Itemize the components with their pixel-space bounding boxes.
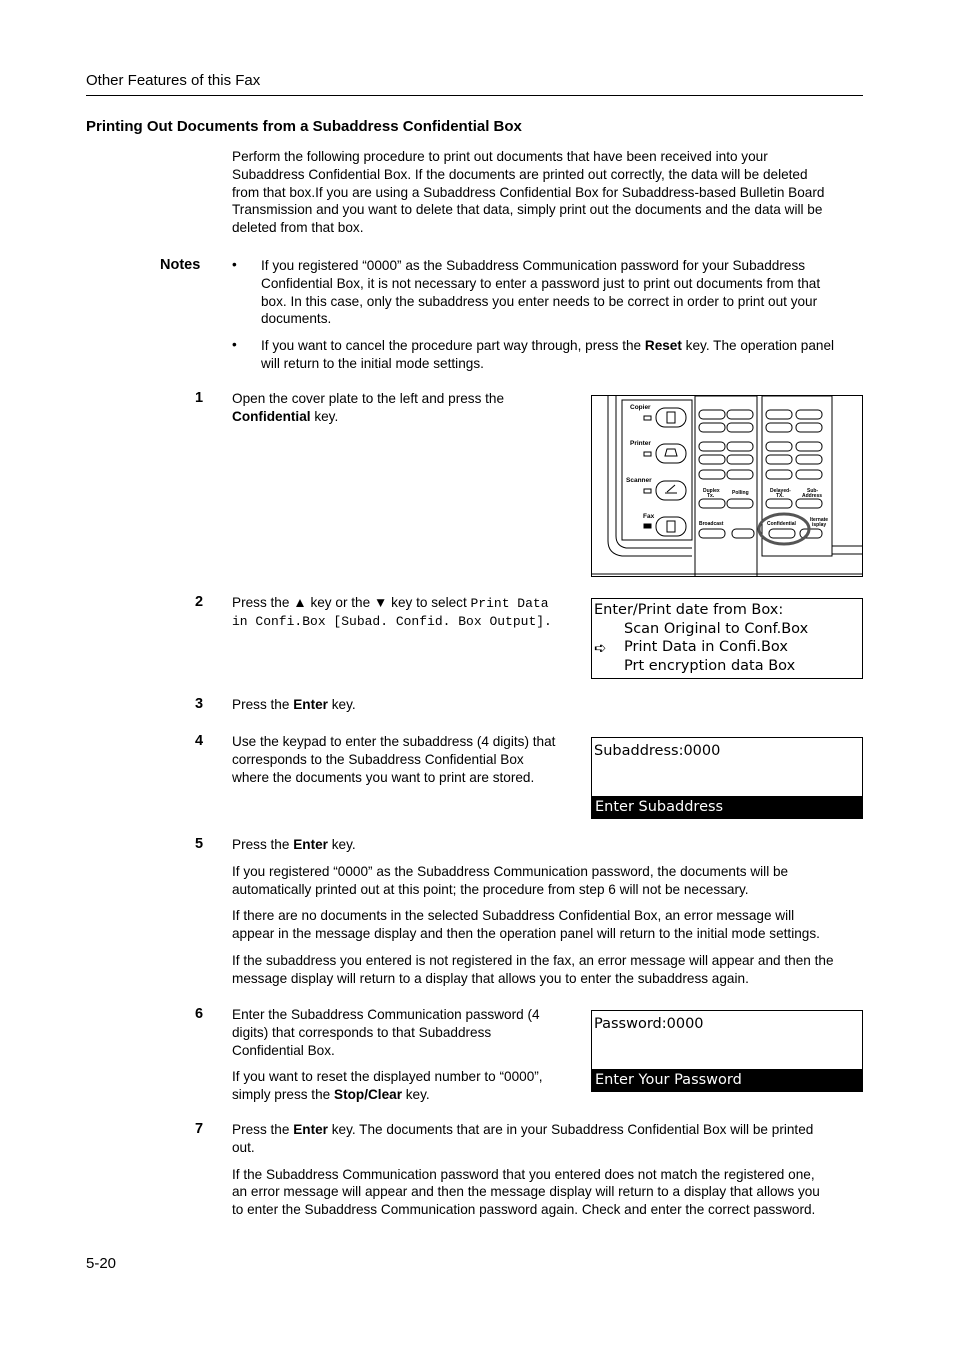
lcd-title: Enter/Print date from Box: (594, 602, 784, 618)
panel-drawing (592, 396, 863, 577)
bullet: • (232, 257, 237, 272)
enter-key-label: Enter (293, 697, 328, 712)
intro-line: deleted from that box. (232, 220, 364, 236)
lcd-option: Prt encryption data Box (624, 658, 796, 674)
step-5-text: Press the Enter key. If you registered “0000” as the Subaddress Communication password, the documents will be automatically printed out at this point; the procedure from step 6 will not be necessary. If there are no documents in the selected Subaddress Confidential Box, an error message will appear in the message display and then the operation panel will return to the initial mode settings. If the subaddress you entered is not registered in the fax, an error message will appear and then the message display will return to a display that allows you to enter the subaddress again. (232, 837, 834, 986)
intro-line: Perform the following procedure to print out documents that have been received into your (232, 149, 768, 164)
lcd-option-selected: Print Data in Confi.Box (624, 639, 788, 655)
step-1-text: Open the cover plate to the left and press the Confidential key. (232, 391, 505, 424)
intro-line: Transmission and you want to delete that data, simply print out the documents and the data will be (232, 202, 823, 218)
confidential-key-label: Confidential (232, 408, 311, 424)
page-number: 5-20 (86, 1255, 117, 1272)
enter-key-label: Enter (293, 837, 328, 852)
step-6-text: Enter the Subaddress Communication password (4 digits) that corresponds to that Subaddress Confidential Box. If you want to reset the displayed number to “0000”, simply press the Stop/Clear key. (232, 1007, 543, 1103)
step-number: 2 (195, 594, 204, 610)
lcd-option: Scan Original to Conf.Box (624, 621, 809, 637)
intro-line: Subaddress Confidential Box. If the documents are printed out correctly, the data will be deleted (232, 166, 808, 182)
svg-text:TX.: TX. (776, 493, 784, 499)
step-number: 7 (195, 1121, 204, 1137)
lcd-menu-display (591, 598, 863, 679)
operation-panel-illustration (591, 395, 863, 577)
svg-text:Delayed-: Delayed- (770, 488, 791, 494)
note-item-1: If you registered “0000” as the Subaddress Communication password for your Subaddress Confidential Box, it is not necessary to enter a password just to print out documents from that box. In this case, only the subaddress you enter needs to be correct in order to print out your documents. (261, 258, 821, 327)
svg-text:Address: Address (802, 493, 823, 499)
step-number: 6 (195, 1006, 204, 1022)
down-arrow-icon: ▼ (373, 595, 388, 610)
lcd-subaddress-display (591, 737, 863, 819)
printer-label: Printer (630, 440, 651, 447)
notes-label: Notes (160, 257, 201, 273)
svg-text:Polling: Polling (732, 490, 749, 496)
lcd-status-bar: Enter Subaddress (592, 796, 862, 818)
confidential-key-text: Confidential (767, 521, 796, 527)
up-arrow-icon: ▲ (293, 595, 307, 610)
step-3-text: Press the Enter key. (232, 697, 356, 712)
subaddress-value: Subaddress:0000 (594, 743, 721, 759)
scanner-label: Scanner (626, 477, 652, 484)
bullet: • (232, 337, 237, 352)
running-header: Other Features of this Fax (86, 72, 261, 89)
intro-paragraph (232, 148, 824, 237)
step-2-text: Press the ▲ key or the ▼ key to select Print Data in Confi.Box [Subad. Confid. Box Output]. (232, 595, 552, 629)
svg-text:Tx.: Tx. (707, 493, 715, 499)
stop-clear-key-label: Stop/Clear (334, 1087, 402, 1103)
lcd-status-bar: Enter Your Password (592, 1069, 862, 1091)
svg-text:Sub-: Sub- (807, 488, 819, 494)
step-number: 4 (195, 733, 204, 749)
step-number: 5 (195, 836, 204, 852)
section-title: Printing Out Documents from a Subaddress Confidential Box (86, 118, 522, 135)
cursor-arrow-icon: ➪ (594, 639, 607, 657)
svg-text:lternate: lternate (810, 517, 829, 523)
step-7-text: Press the Enter key. The documents that are in your Subaddress Confidential Box will be printed out. If the Subaddress Communication password that you entered does not match the registered one, an error message will appear and then the message display will return to a display that allows you to enter the Subaddress Communication password again. Check and enter the correct password. (232, 1122, 820, 1218)
copier-label: Copier (630, 404, 651, 411)
note-item-2: If you want to cancel the procedure part way through, press the Reset key. The operation panel will return to the initial mode settings. (261, 338, 835, 371)
svg-text:Broadcast: Broadcast (699, 521, 724, 527)
step-number: 3 (195, 696, 204, 712)
reset-key-label: Reset (644, 338, 682, 353)
svg-text:isplay: isplay (812, 522, 827, 528)
step-4-text: Use the keypad to enter the subaddress (4 digits) that corresponds to the Subaddress Confidential Box where the documents you want to print are stored. (232, 734, 556, 785)
svg-text:Duplex: Duplex (703, 488, 720, 494)
intro-line: from that box.If you are using a Subaddress Confidential Box for Subaddress-based Bulletin Board (232, 184, 825, 200)
password-value: Password:0000 (594, 1016, 704, 1032)
lcd-password-display (591, 1010, 863, 1092)
enter-key-label: Enter (293, 1122, 328, 1137)
header-rule (86, 95, 863, 96)
step-number: 1 (195, 390, 204, 406)
fax-label: Fax (643, 513, 655, 520)
